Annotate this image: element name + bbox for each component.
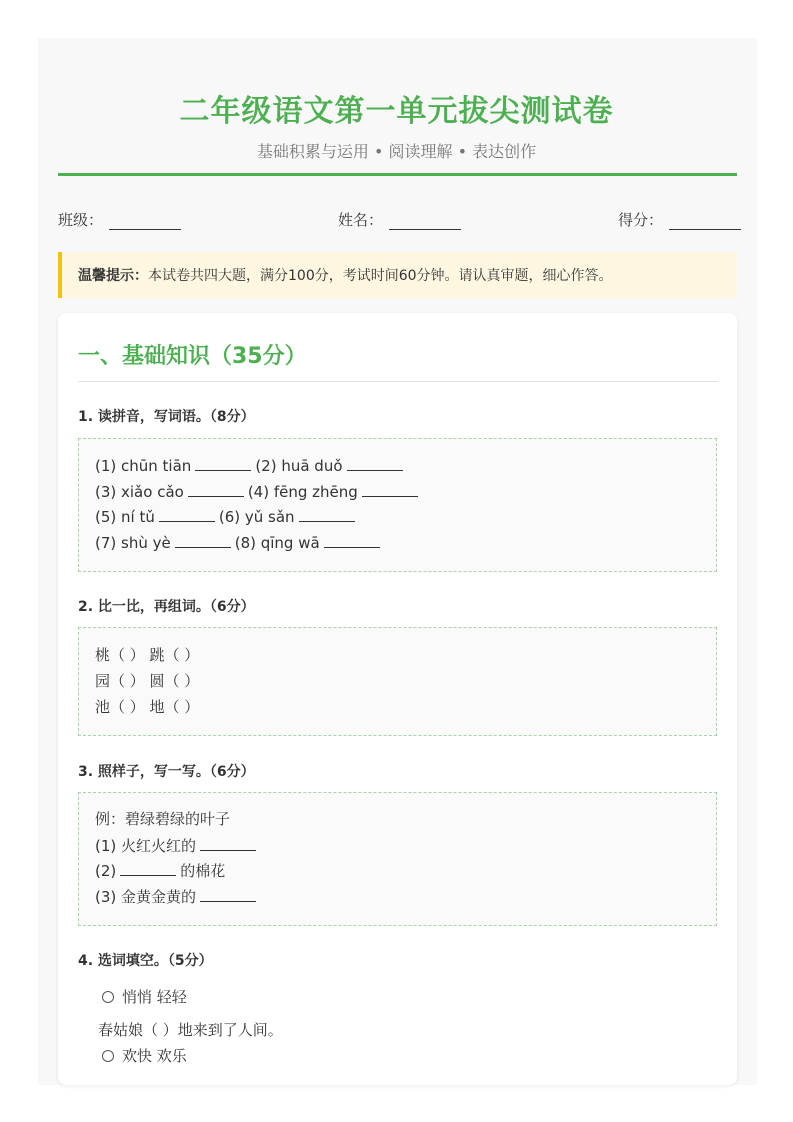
score-field[interactable] <box>618 209 741 230</box>
pinyin-item: (2) huā duǒ <box>255 457 343 475</box>
pinyin-row <box>95 479 716 505</box>
imitate-row <box>95 884 716 910</box>
answer-blank[interactable] <box>200 884 256 902</box>
question-1-box <box>78 438 717 572</box>
name-field[interactable] <box>338 209 461 230</box>
notice-label: 温馨提示： <box>78 268 148 284</box>
imitate-suffix: 的棉花 <box>180 862 226 880</box>
pinyin-row <box>95 504 716 530</box>
section-card <box>58 313 737 1085</box>
pinyin-item: (1) chūn tiān <box>95 457 192 475</box>
compare-row: 园（ ） 圆（ ） <box>95 672 200 690</box>
class-label: 班级： <box>58 211 104 229</box>
imitate-prefix: (2) <box>95 862 117 880</box>
imitate-prefix: (1) 火红火红的 <box>95 836 197 855</box>
class-blank[interactable] <box>109 211 181 230</box>
page-subtitle: 基础积累与运用 • 阅读理解 • 表达创作 <box>256 142 537 161</box>
notice-box <box>58 252 737 298</box>
word-option-1[interactable] <box>102 986 187 1007</box>
answer-blank[interactable] <box>299 504 355 522</box>
question-1-title: 1. 读拼音，写词语。（8分） <box>78 409 255 425</box>
class-field[interactable] <box>58 209 181 230</box>
question-3-title: 3. 照样子，写一写。（6分） <box>78 764 255 780</box>
answer-blank[interactable] <box>188 479 244 497</box>
answer-blank[interactable] <box>175 530 231 548</box>
pinyin-item: (7) shù yè <box>95 533 171 552</box>
question-4-title: 4. 选词填空。（5分） <box>78 953 213 969</box>
pinyin-row <box>95 453 716 479</box>
section-divider <box>78 381 718 382</box>
title-divider <box>58 173 737 176</box>
word-option-2[interactable] <box>102 1045 187 1066</box>
pinyin-item: (5) ní tǔ <box>95 508 155 526</box>
answer-blank[interactable] <box>200 833 256 851</box>
question-2-box <box>78 627 717 736</box>
compare-row: 池（ ） 地（ ） <box>95 698 200 716</box>
pinyin-item: (8) qīng wā <box>234 533 320 552</box>
option-label: 欢快 欢乐 <box>122 1047 187 1065</box>
radio-icon[interactable] <box>102 991 114 1003</box>
imitate-row <box>95 858 716 884</box>
compare-row: 桃（ ） 跳（ ） <box>95 646 200 664</box>
answer-blank[interactable] <box>362 479 418 497</box>
imitate-row <box>95 833 716 859</box>
example-row: 例：碧绿碧绿的叶子 <box>95 810 231 828</box>
pinyin-item: (3) xiǎo cǎo <box>95 482 184 501</box>
answer-blank[interactable] <box>120 858 176 876</box>
pinyin-item: (6) yǔ sǎn <box>218 508 295 526</box>
pinyin-item: (4) fēng zhēng <box>247 482 358 501</box>
answer-blank[interactable] <box>347 453 403 471</box>
notice-text: 本试卷共四大题，满分100分，考试时间60分钟。请认真审题，细心作答。 <box>148 268 613 284</box>
answer-blank[interactable] <box>324 530 380 548</box>
imitate-prefix: (3) 金黄金黄的 <box>95 887 197 906</box>
section-title: 一、基础知识（35分） <box>78 344 307 369</box>
name-label: 姓名： <box>338 211 384 229</box>
score-label: 得分： <box>618 211 664 229</box>
option-label: 悄悄 轻轻 <box>122 988 187 1006</box>
answer-blank[interactable] <box>159 504 215 522</box>
radio-icon[interactable] <box>102 1050 114 1062</box>
fill-sentence: 春姑娘（ ）地来到了人间。 <box>98 1021 283 1039</box>
question-3-box <box>78 792 717 926</box>
pinyin-row <box>95 530 716 556</box>
answer-blank[interactable] <box>195 453 251 471</box>
page-title: 二年级语文第一单元拔尖测试卷 <box>179 94 614 129</box>
question-2-title: 2. 比一比，再组词。（6分） <box>78 599 255 615</box>
score-blank[interactable] <box>669 211 741 230</box>
name-blank[interactable] <box>389 211 461 230</box>
